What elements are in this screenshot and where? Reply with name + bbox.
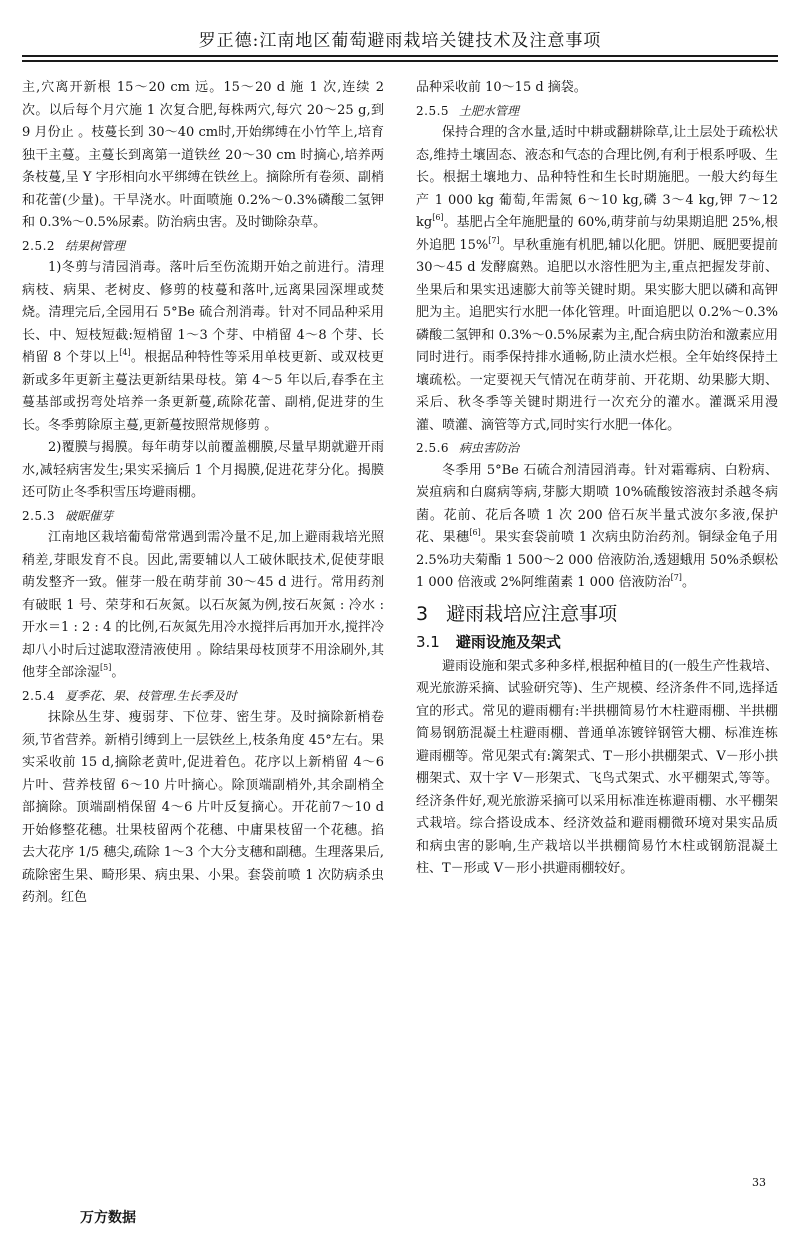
section-number: 3.1	[416, 633, 440, 651]
citation: [7]	[488, 235, 500, 245]
section-number: 2.5.3	[22, 508, 56, 523]
section-heading-2-5-3	[22, 505, 384, 528]
section-number: 2.5.4	[22, 688, 56, 703]
section-heading-2-5-5	[416, 100, 778, 123]
paragraph-continued: 主,穴离开新根 15～20 cm 远。15～20 d 施 1 次,连续 2 次。以后每个月穴施 1 次复合肥,每株两穴,每穴 20～25 g,到 9 月份止 。枝蔓长到 30～40 cm时,开始绑缚在小竹竿上,培育独干主蔓。主蔓长到离第一道铁丝 20～30 cm 时摘心,培养两条枝蔓,呈 Y 字形相向水平绑缚在铁丝上。摘除所有卷须、副梢和花蕾(少量)。干旱浇水。叶面喷施 0.2%～0.3%磷酸二氢钾和 0.3%～0.5%尿素。防治病虫害。及时锄除杂草。	[22, 80, 384, 230]
paragraph: 冬季用 5°Be 石硫合剂清园消毒。针对霜霉病、白粉病、炭疽病和白腐病等病,芽膨大期喷 10%硫酸铵溶液封杀越冬病菌。花前、花后各喷 1 次 200 倍石灰半量式波尔多液,保护花、果穗[6]。果实套袋前喷 1 次病虫防治药剂。铜绿金龟子用 2.5%功夫菊酯 1 500～2 000 倍液防治,透翅蛾用 50%杀螟松 1 000 倍液或 2%阿维菌素 1 000 倍液防治[7]。	[416, 462, 778, 590]
paragraph: 避雨设施和架式多种多样,根据种植目的(一般生产性栽培、观光旅游采摘、试验研究等)、生产规模、经济条件不同,选择适宜的形式。常见的避雨棚有:半拱棚简易竹木柱避雨棚、半拱棚简易钢筋混凝土柱避雨棚、普通单冻镀锌钢管大棚、标准连栋避雨棚等。常见架式有:篱架式、T－形小拱棚架式、V－形小拱棚架式、双十字 V－形架式、飞鸟式架式、水平棚架式,等等。经济条件好,观光旅游采摘可以采用标准连栋避雨棚、水平棚架式栽培。综合搭设成本、经济效益和避雨棚微环境对果实品质和病虫害的影响,生产栽培以半拱棚简易竹木柱或钢筋混凝土柱、T－形或 V－形小拱避雨棚较好。	[416, 658, 778, 876]
section-number: 2.5.2	[22, 238, 56, 253]
section-title: 夏季花、果、枝管理.生长季及时	[65, 688, 237, 703]
paragraph: 保持合理的含水量,适时中耕或翻耕除草,让土层处于疏松状态,维持土壤固态、液态和气态的合理比例,有利于根系呼吸、生长。根据土壤地力、品种特性和生长时期施肥。一般大约每生产 1 000 kg 葡萄,年需氮 6～10 kg,磷 3～4 kg,钾 7～12 kg[6]。基肥占全年施肥量的 60%,萌芽前与幼果期追肥 25%,根外追肥 15%[7]。早秋重施有机肥,辅以化肥。饼肥、厩肥要提前 30～45 d 发酵腐熟。追肥以水溶性肥为主,重点把握发芽前、坐果后和果实迅速膨大前等关键时期。果实膨大肥以磷和高钾肥为主。追肥实行水肥一体化管理。叶面追肥以 0.2%～0.3%磷酸二氢钾和 0.3%～0.5%尿素为主,配合病虫防治和激素应用同时进行。雨季保持排水通畅,防止渍水烂根。全年始终保持土壤疏松。一定要视天气情况在萌芽前、开花期、幼果膨大期、采后、秋冬季等关键时期进行一次充分的灌水。灌溉采用漫灌、喷灌、滴管等方式,同时实行水肥一体化。	[416, 125, 778, 433]
paragraph: 抹除丛生芽、瘦弱芽、下位芽、密生芽。及时摘除新梢卷须,节省营养。新梢引缚到上一层铁丝上,枝条角度 45°左右。果实采收前 15 d,摘除老黄叶,促进着色。花序以上新梢留 4～6 片叶、营养枝留 6～10 片叶摘心。除顶端副梢外,其余副梢全部摘除。顶端副梢保留 4～6 片叶反复摘心。开花前7～10 d 开始修整花穗。壮果枝留两个花穗、中庸果枝留一个花穗。掐去大花序 1/5 穗尖,疏除 1～3 个大分支穗和副穗。生理落果后,疏除密生果、畸形果、病虫果、小果。套袋前喷 1 次防病杀虫药剂。红色	[22, 710, 384, 905]
citation: [4]	[119, 348, 131, 357]
section-title: 土肥水管理	[459, 103, 520, 118]
paragraph: 1)冬剪与清园消毒。落叶后至伤流期开始之前进行。清理病枝、病果、老树皮、修剪的枝蔓和落叶,远离果园深埋或焚烧。清理完后,全园用石 5°Be 硫合剂消毒。针对不同品种采用长、中、短枝短截:短梢留 1～3 个芽、中梢留 4～8 个芽、长梢留 8 个芽以上[4]。根据品种特性等采用单枝更新、或双枝更新或多年更新主蔓法更新结果母枝。第 4～5 年以后,春季在主蔓基部或拐弯处培养一条更新蔓,疏除花蕾、副梢,促进芽的生长。冬季剪除原主蔓,更新蔓按照常规修剪 。	[22, 260, 384, 433]
page-number: 33	[752, 1176, 766, 1189]
running-title: 罗正德:江南地区葡萄避雨栽培关键技术及注意事项	[198, 31, 602, 51]
paragraph-continued: 品种采收前 10～15 d 摘袋。	[416, 80, 587, 95]
section-title: 病虫害防治	[459, 441, 520, 455]
section-number: 3	[416, 602, 429, 625]
citation: [6]	[432, 213, 444, 222]
wanfang-logo: 万方数据	[80, 1210, 136, 1226]
citation: [5]	[100, 663, 112, 672]
section-heading-2-5-6	[416, 437, 778, 460]
section-title: 破眠催芽	[65, 508, 114, 523]
section-title: 避雨栽培应注意事项	[446, 602, 618, 625]
section-heading-3-1	[416, 631, 778, 654]
header-rule-top	[22, 55, 778, 57]
paragraph: 2)覆膜与揭膜。每年萌芽以前覆盖棚膜,尽量早期就避开雨水,减轻病害发生;果实采摘后 1 个月揭膜,促进花芽分化。揭膜还可防止冬季积雪压垮避雨棚。	[22, 440, 384, 500]
section-title: 避雨设施及架式	[455, 633, 561, 651]
section-heading-3	[416, 603, 778, 626]
section-heading-2-5-4	[22, 685, 384, 708]
left-column	[22, 77, 384, 910]
section-number: 2.5.5	[416, 103, 450, 118]
header-rule-bottom	[22, 60, 778, 62]
citation: [6]	[469, 528, 481, 537]
section-title: 结果树管理	[65, 238, 126, 253]
citation: [7]	[670, 573, 682, 582]
section-number: 2.5.6	[416, 441, 450, 455]
paragraph: 江南地区栽培葡萄常常遇到需冷量不足,加上避雨栽培光照稍差,芽眼发育不良。因此,需要辅以人工破休眠技术,促使芽眼萌发整齐一致。催芽一般在萌芽前 30～45 d 进行。常用药剂有破眠 1 号、荣芽和石灰氮。以石灰氮为例,按石灰氮 : 冷水 : 开水＝1 : 2 : 4 的比例,石灰氮先用冷水搅拌后再加开水,搅拌冷却八小时后过滤取澄清液使用 。除结果母枝顶芽不用涂刷外,其他芽全部涂湿[5]。	[22, 530, 384, 680]
section-heading-2-5-2	[22, 235, 384, 258]
right-column	[416, 77, 778, 881]
